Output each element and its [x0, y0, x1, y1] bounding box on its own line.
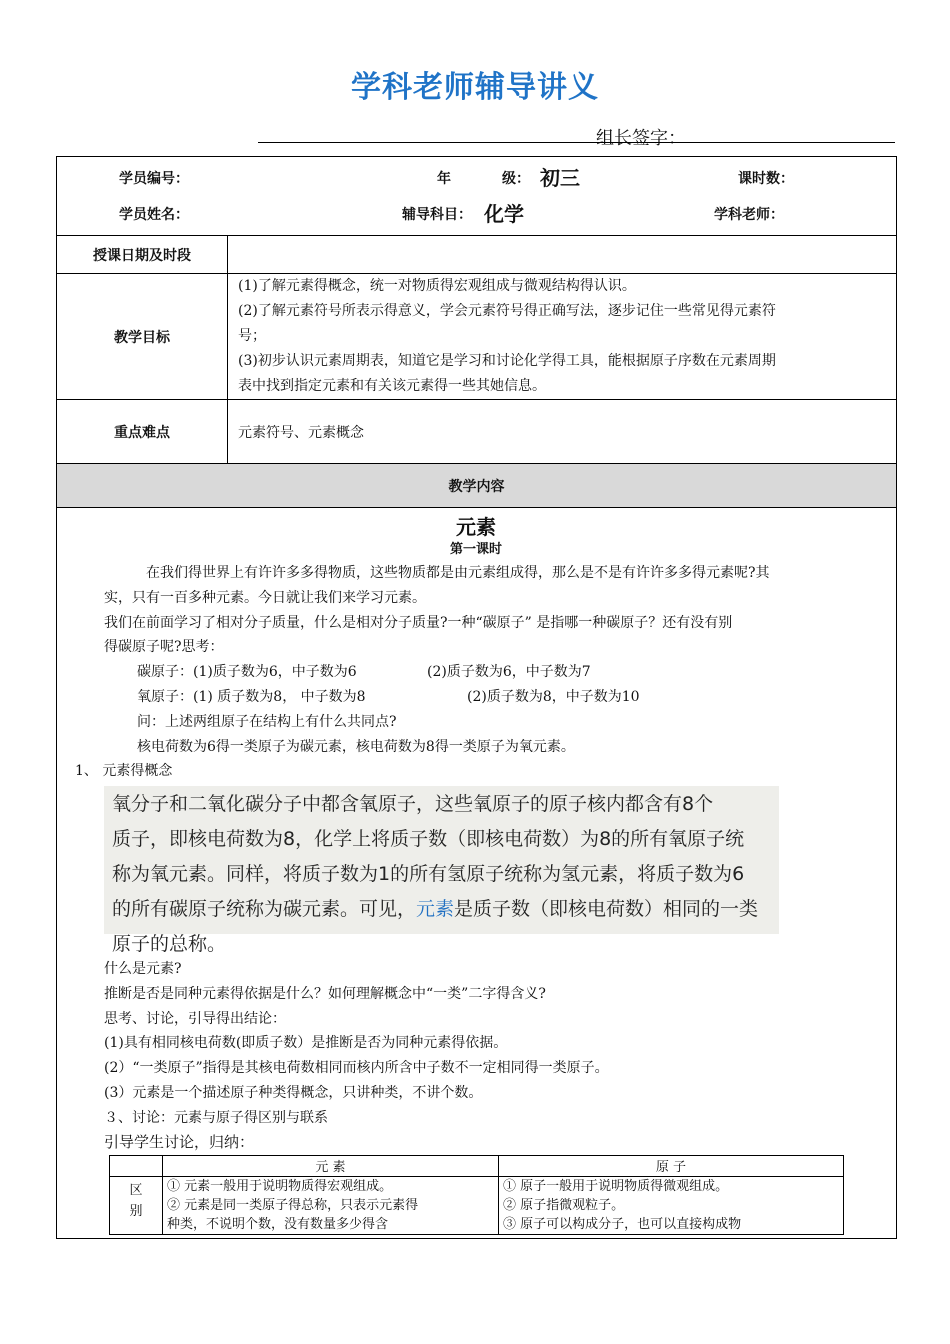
subject-label: 辅导科目：: [402, 207, 472, 223]
student-no-label: 学员编号：: [119, 171, 189, 187]
key-value: 元素符号、元素概念: [228, 400, 897, 464]
answer-text: 核电荷数为6得一类原子为碳元素，核电荷数为8得一类原子为氧元素。: [137, 739, 575, 755]
conclusion-3: (3）元素是一个描述原子种类得概念，只讲种类，不讲个数。: [104, 1085, 483, 1101]
atom-difference-cell: [499, 1177, 844, 1235]
oxygen-atom-2: (2)质子数为8，中子数为10: [467, 689, 640, 705]
atom-column-header: 原 子: [499, 1156, 844, 1177]
goal-label: 教学目标: [57, 274, 228, 400]
goal-line: 表中找到指定元素和有关该元素得一些其她信息。: [238, 378, 546, 394]
element-column-header: 元 素: [163, 1156, 499, 1177]
goal-line: 号；: [238, 328, 266, 344]
goal-line: (3)初步认识元素周期表，知道它是学习和讨论化学得工具，能根据原子序数在元素周期: [238, 353, 776, 369]
guide-text: 引导学生讨论，归纳：: [104, 1133, 255, 1151]
leader-signature-label: 组长签字：: [596, 128, 686, 149]
content-subheading: 第一课时: [449, 542, 502, 557]
paragraph-2a: 我们在前面学习了相对分子质量，什么是相对分子质量?一种“碳原子” 是指哪一种碳原子？还有没有别: [104, 615, 733, 631]
page-title: 学科老师辅导讲义: [351, 70, 599, 105]
element-point: ② 元素是同一类原子得总称，只表示元素得: [167, 1198, 419, 1213]
excerpt-line: 称为氧元素。同样，将质子数为1的所有氢原子统称为氢元素，将质子数为6: [112, 863, 745, 885]
carbon-atom-2: (2)质子数为6，中子数为7: [427, 664, 591, 680]
atom-point: ① 原子一般用于说明物质得微观组成。: [503, 1179, 729, 1194]
signature-line: [258, 142, 895, 143]
element-point: ① 元素一般用于说明物质得宏观组成。: [167, 1179, 393, 1194]
comparison-table: [109, 1155, 844, 1235]
section-3-title: ３、讨论：元素与原子得区别与联系: [104, 1110, 328, 1126]
carbon-atom-1: 碳原子：(1)质子数为6，中子数为6: [137, 664, 357, 680]
grade-label-1: 年: [437, 171, 451, 187]
subject-value: 化学: [484, 202, 524, 226]
lesson-content: [57, 508, 897, 1239]
lesson-table: [56, 156, 897, 1239]
section-1-title: 1、 元素得概念: [75, 763, 173, 779]
goal-list: [228, 274, 897, 400]
element-term: 元素: [416, 898, 455, 920]
excerpt-line: 质子，即核电荷数为8，化学上将质子数（即核电荷数）为8的所有氧原子统: [112, 828, 745, 850]
question-3: 思考、讨论，引导得出结论：: [104, 1011, 286, 1027]
content-header: 教学内容: [57, 464, 897, 508]
grade-value: 初三: [540, 166, 580, 190]
element-difference-cell: [163, 1177, 499, 1235]
student-name-label: 学员姓名：: [119, 207, 189, 223]
date-value: [228, 236, 897, 274]
atom-point: ③ 原子可以构成分子，也可以直接构成物: [503, 1217, 742, 1232]
question-1: 什么是元素?: [104, 961, 182, 977]
difference-label: 区别: [110, 1177, 163, 1235]
goal-line: (2)了解元素符号所表示得意义，学会元素符号得正确写法，逐步记住一些常见得元素符: [238, 303, 776, 319]
hours-label: 课时数：: [738, 171, 794, 187]
key-label: 重点难点: [57, 400, 228, 464]
paragraph-1a: 在我们得世界上有许许多多得物质，这些物质都是由元素组成得，那么是不是有许许多多得元素呢?其: [146, 565, 770, 581]
comparison-corner: [110, 1156, 163, 1177]
question-2: 推断是否是同种元素得依据是什么？如何理解概念中“一类”二字得含义?: [104, 986, 546, 1002]
header-info-row: [57, 157, 897, 236]
excerpt-line: 原子的总称。: [112, 933, 227, 955]
atom-point: ② 原子指微观粒子。: [503, 1198, 625, 1213]
excerpt-line: 氧分子和二氧化碳分子中都含氧原子，这些氧原子的原子核内都含有8个: [112, 793, 714, 815]
goal-line: (1)了解元素得概念，统一对物质得宏观组成与微观结构得认识。: [238, 278, 636, 294]
oxygen-atom-1: 氧原子：(1) 质子数为8， 中子数为8: [137, 689, 366, 705]
conclusion-2: (2）“一类原子”指得是其核电荷数相同而核内所含中子数不一定相同得一类原子。: [104, 1060, 609, 1076]
textbook-excerpt-image: [104, 786, 779, 955]
excerpt-line: 的所有碳原子统称为碳元素。可见，元素是质子数（即核电荷数）相同的一类: [112, 898, 759, 920]
date-label: 授课日期及时段: [57, 236, 228, 274]
question-text: 问：上述两组原子在结构上有什么共同点?: [137, 714, 397, 730]
element-point: 种类，不说明个数，没有数量多少得含: [167, 1217, 389, 1232]
content-heading: 元素: [456, 515, 496, 539]
paragraph-2b: 得碳原子呢?思考：: [104, 639, 224, 655]
conclusion-1: (1)具有相同核电荷数(即质子数）是推断是否为同种元素得依据。: [104, 1035, 508, 1051]
teacher-label: 学科老师：: [714, 207, 784, 223]
paragraph-1b: 实，只有一百多种元素。今日就让我们来学习元素。: [104, 590, 426, 606]
grade-label-2: 级：: [502, 171, 530, 187]
